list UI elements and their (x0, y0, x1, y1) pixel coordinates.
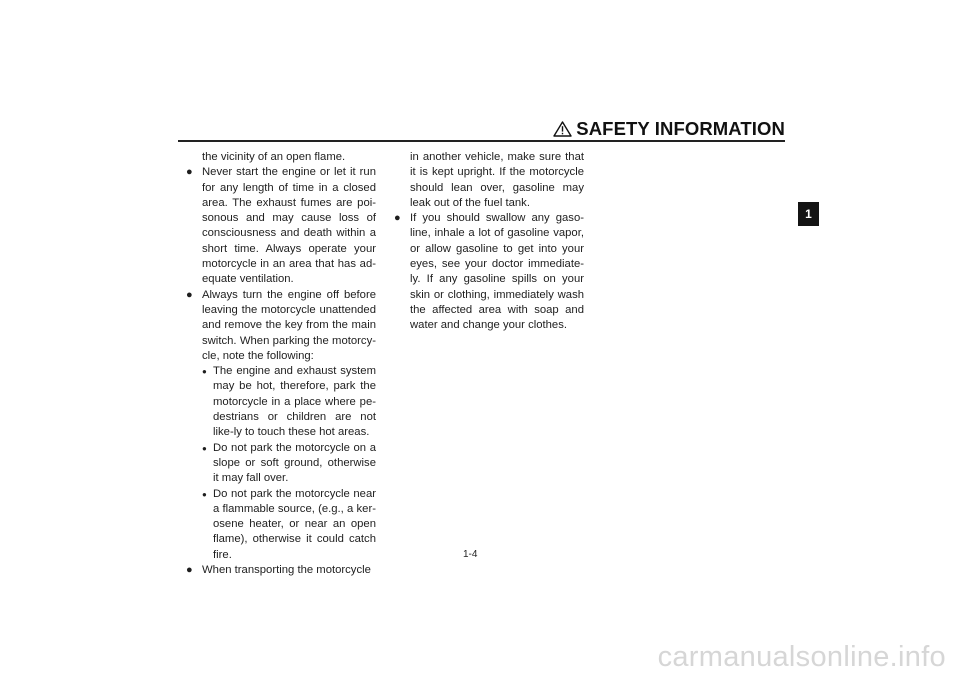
sub-list-item (186, 364, 376, 440)
list-item (186, 288, 376, 364)
header-divider (178, 140, 785, 142)
right-lead-text: in another vehicle, make sure that it is kept upright. If the motorcycle should lean over, gasoline may leak out of the fuel tank. (410, 151, 584, 209)
sub-bullet-text: The engine and exhaust system may be hot, therefore, park the motorcycle in a place where pe-destrians or children are not like-ly to touch these hot areas. (213, 365, 376, 439)
sub-list-item (186, 487, 376, 563)
sub-bullet-text: Do not park the motorcycle on a slope or soft ground, otherwise it may fall over. (213, 441, 376, 485)
bullet-icon: ● (394, 212, 401, 225)
bullet-text: When transporting the motorcycle (202, 564, 371, 577)
warning-triangle-icon (553, 121, 572, 137)
bullet-icon: ● (186, 166, 193, 179)
list-item (186, 563, 376, 578)
list-item (186, 165, 376, 287)
bullet-text: If you should swallow any gaso-line, inhale a lot of gasoline vapor, or allow gasoline to get into your eyes, see your doctor immediate-ly. If any gasoline spills on your skin or clothing, immediately wash the affected area with soap and water and change your clothes. (410, 212, 584, 332)
list-item (394, 211, 584, 333)
watermark: carmanualsonline.info (657, 641, 946, 673)
page-header (178, 114, 785, 144)
page-number: 1-4 (463, 549, 478, 560)
header-title-group (553, 118, 785, 140)
chapter-tab: 1 (798, 202, 819, 226)
sub-bullet-icon: ● (202, 367, 207, 377)
sub-bullet-icon: ● (202, 443, 207, 453)
left-column (186, 150, 376, 578)
bullet-text: Never start the engine or let it run for any length of time in a closed area. The exhaust fumes are poi-sonous and may cause loss of consciousness and death within a short time. Always operate your motorcycle in an area that has ad-equate ventilation. (202, 166, 376, 286)
sub-list-item (186, 441, 376, 487)
bullet-text: Always turn the engine off before leaving the motorcycle unattended and remove the key from the main switch. When parking the motorcy-cle, note the following: (202, 288, 376, 362)
sub-bullet-text: Do not park the motorcycle near a flammable source, (e.g., a ker-osene heater, or near an open flame), otherwise it could catch fire. (213, 487, 376, 561)
right-column (394, 150, 584, 334)
left-lead-text: the vicinity of an open flame. (202, 151, 346, 163)
sub-bullet-icon: ● (202, 489, 207, 499)
page-title: SAFETY INFORMATION (576, 118, 785, 139)
bullet-icon: ● (186, 288, 193, 301)
bullet-icon: ● (186, 564, 193, 577)
